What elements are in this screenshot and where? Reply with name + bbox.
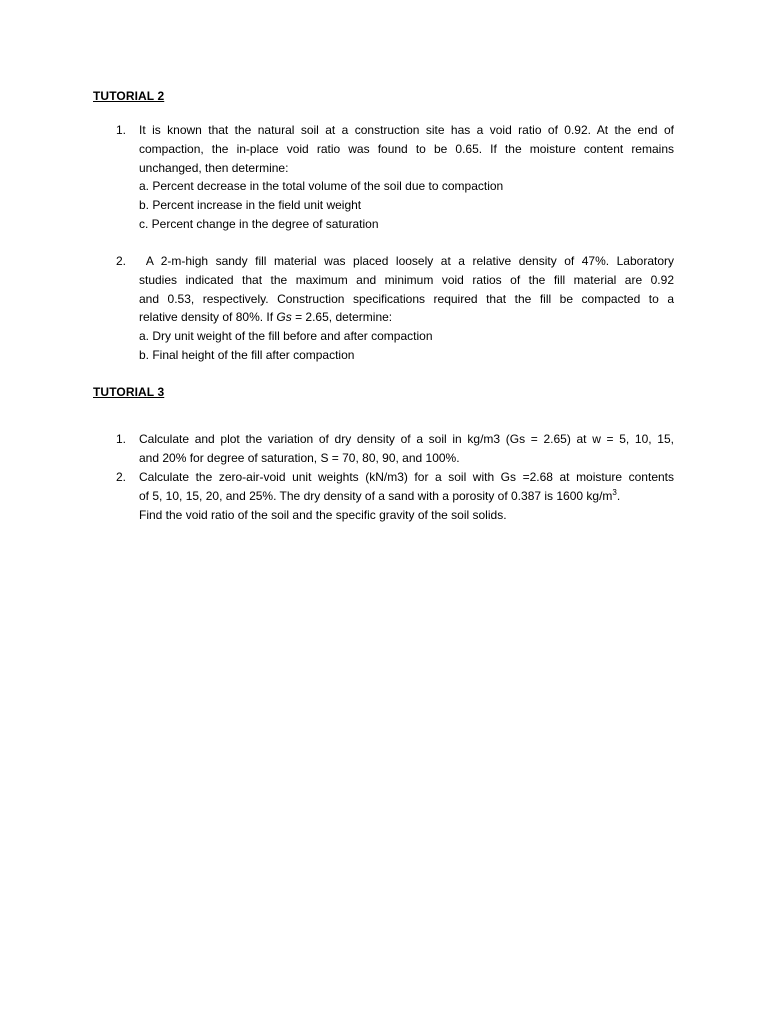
question-text-line [139, 308, 674, 327]
tutorial-2-question-1 [93, 121, 674, 234]
question-text-line: and 20% for degree of saturation, S = 70, 80, 90, and 100%. [139, 450, 460, 465]
question-text-line: compaction, the in-place void ratio was found to be 0.65. If the moisture content remains [139, 141, 674, 156]
text-segment: relative density of 80%. If [139, 310, 277, 325]
tutorial-3-question-1 [93, 430, 674, 468]
gs-symbol: Gs [276, 310, 292, 325]
tutorial-2-heading: TUTORIAL 2 [93, 89, 165, 103]
text-segment: . [616, 488, 621, 503]
tutorial-3-heading: TUTORIAL 3 [93, 385, 165, 399]
question-number: 1. [116, 123, 127, 137]
text-segment: = 2.65, determine: [291, 310, 393, 325]
tutorial-3-question-2 [93, 468, 674, 524]
superscript: 3 [612, 487, 617, 497]
sub-question: b. Final height of the fill after compaction [139, 347, 355, 362]
tutorial-2-question-2 [93, 252, 674, 365]
question-number: 2. [116, 470, 127, 484]
sub-question: b. Percent increase in the field unit weight [139, 198, 362, 213]
question-text-line: and 0.53, respectively. Construction specifications required that the fill be compacted to a [139, 291, 674, 306]
question-text-line: Find the void ratio of the soil and the specific gravity of the soil solids. [139, 507, 507, 522]
question-text-line: unchanged, then determine: [139, 160, 289, 175]
question-text-line: Calculate the zero-air-void unit weights (kN/m3) for a soil with Gs =2.68 at moisture contents [139, 470, 674, 484]
sub-question: a. Percent decrease in the total volume of the soil due to compaction [139, 179, 504, 194]
question-number: 1. [116, 432, 127, 446]
question-text-line: A 2-m-high sandy fill material was placed loosely at a relative density of 47%. Laboratory [139, 254, 674, 268]
question-text-line [139, 487, 674, 506]
question-text-line: Calculate and plot the variation of dry density of a soil in kg/m3 (Gs = 2.65) at w = 5, 10, 15, [139, 432, 674, 446]
text-segment: of 5, 10, 15, 20, and 25%. The dry density of a sand with a porosity of 0.387 is 1600 kg/m [139, 488, 613, 503]
question-text-line: studies indicated that the maximum and minimum void ratios of the fill material are 0.92 [139, 272, 674, 287]
sub-question: a. Dry unit weight of the fill before and after compaction [139, 329, 433, 344]
question-number: 2. [116, 254, 127, 268]
sub-question: c. Percent change in the degree of saturation [139, 216, 379, 231]
question-text-line: It is known that the natural soil at a construction site has a void ratio of 0.92. At the end of [139, 123, 674, 137]
